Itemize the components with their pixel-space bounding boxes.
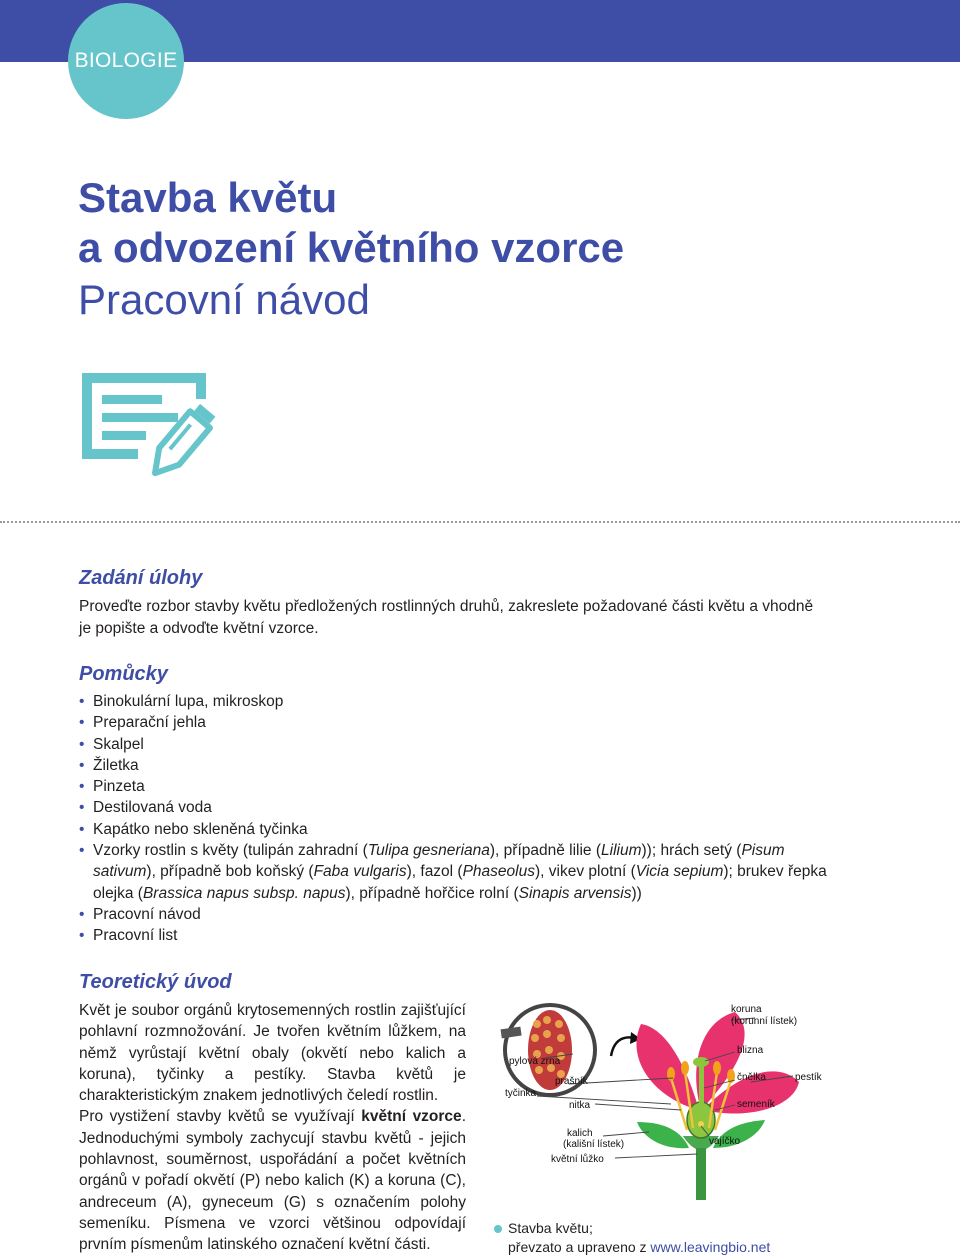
label-tycinka: tyčinka bbox=[505, 1088, 537, 1099]
label-prasnik: prašník bbox=[555, 1076, 588, 1087]
subject-badge bbox=[68, 3, 184, 119]
label-luzko: květní lůžko bbox=[551, 1154, 604, 1165]
label-koruna-sub: (korunní lístek) bbox=[731, 1016, 798, 1027]
label-pestik: pestík bbox=[795, 1072, 822, 1083]
label-nitka: nitka bbox=[569, 1100, 591, 1111]
stigma bbox=[693, 1057, 709, 1067]
sepal-left bbox=[637, 1122, 689, 1148]
label-cnelka: čnělka bbox=[737, 1072, 766, 1083]
bullet-dot-icon bbox=[494, 1225, 502, 1233]
tools-item: • Pinzeta bbox=[79, 776, 839, 797]
subject-badge-label: BIOLOGIE bbox=[74, 49, 178, 72]
figure-caption-line2: převzato a upraveno z www.leavingbio.net bbox=[508, 1239, 771, 1255]
tools-item: • Skalpel bbox=[79, 734, 839, 755]
label-semenik: semeník bbox=[737, 1099, 775, 1110]
assignment-text-line1: Proveďte rozbor stavby květu předložených rostlinných druhů, zakreslete požadované části květu a vhodně bbox=[79, 598, 814, 615]
theory-paragraph-2: Pro vystižení stavby květů se využívají květní vzorce. Jednoduchými symboly zachycují stavbu květů - jejich pohlavnost, souměrnost, uspořádání a počet květních orgánů v pořadí okvětí (P) nebo kalich (K) a koruna (C), andreceum (A), gyneceum (G) s označením polohy semeníku. Písmena ve vzorci většinou odpovídají prvním písmenům latinského označení květní části. bbox=[79, 1108, 466, 1254]
label-kalich: kalich bbox=[567, 1128, 593, 1139]
tools-item-samples: • Vzorky rostlin s květy (tulipán zahradní (Tulipa gesneriana), případně lilie (Lilium)); hrách setý (Pisum sativum), případně bob koňský (Faba vulgaris), fazol (Phaseolus), vikev plotní (Vicia sepium); brukev řepka olejka (Brassica napus subsp. napus), případně hořčice rolní (Sinapis arvensis)) bbox=[79, 840, 839, 904]
theory-paragraph-1: Květ je soubor orgánů krytosemenných rostlin zajišťující pohlavní rozmnožování. Je tvořen květním lůžkem, na němž vyrůstají květní obaly (okvětí nebo kalich a koruna), tyčinky a pestíky. Stavba květů je charakteristickým znakem jednotlivých čeledí rostlin. bbox=[79, 1002, 466, 1105]
tools-item: • Pracovní list bbox=[79, 925, 839, 946]
section-divider bbox=[0, 521, 960, 523]
page-title bbox=[78, 173, 624, 273]
assignment-text-line2: je popište a odvoďte květní vzorce. bbox=[79, 619, 319, 637]
tools-item: • Pracovní návod bbox=[79, 904, 839, 925]
label-blizna: blizna bbox=[737, 1045, 764, 1056]
page-title-line1: Stavba květu bbox=[78, 174, 338, 221]
tools-item: • Kapátko nebo skleněná tyčinka bbox=[79, 819, 839, 840]
label-kalich-sub: (kališní lístek) bbox=[563, 1139, 625, 1150]
theory-text bbox=[79, 1000, 466, 1256]
flower-diagram bbox=[503, 998, 822, 1200]
page-title-line2: a odvození květního vzorce bbox=[78, 224, 625, 271]
source-link[interactable]: www.leavingbio.net bbox=[650, 1239, 771, 1255]
theory-heading: Teoretický úvod bbox=[79, 971, 232, 993]
worksheet-pencil-icon bbox=[78, 369, 218, 487]
tools-item: • Žiletka bbox=[79, 755, 839, 776]
page-subtitle: Pracovní návod bbox=[78, 276, 370, 323]
tools-heading: Pomůcky bbox=[79, 663, 168, 685]
figure-caption-line1: Stavba květu; bbox=[494, 1219, 770, 1238]
tools-item: • Destilovaná voda bbox=[79, 797, 839, 818]
style bbox=[699, 1064, 704, 1106]
tools-list bbox=[79, 691, 839, 947]
assignment-heading: Zadání úlohy bbox=[79, 567, 203, 589]
label-pyl: pylová zrna bbox=[509, 1056, 561, 1067]
label-vajicko: vajíčko bbox=[709, 1136, 741, 1147]
stem bbox=[696, 1148, 706, 1200]
figure-caption bbox=[494, 1219, 770, 1257]
label-koruna: koruna bbox=[731, 1004, 762, 1015]
assignment-text bbox=[79, 596, 813, 639]
tools-item: • Binokulární lupa, mikroskop bbox=[79, 691, 839, 712]
tools-item: • Preparační jehla bbox=[79, 712, 839, 733]
